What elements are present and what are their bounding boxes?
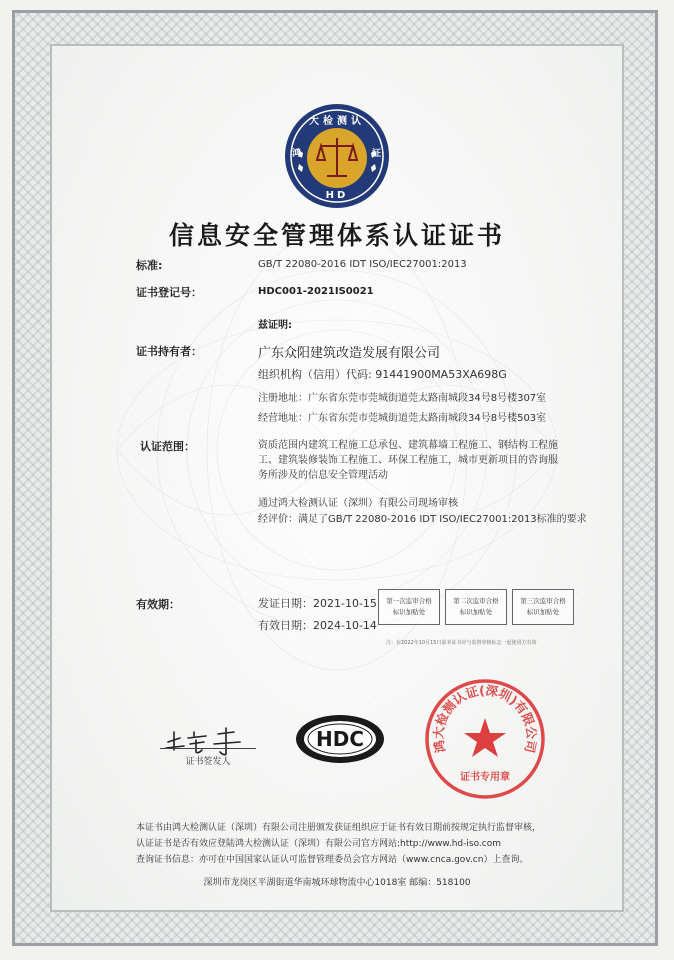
logo-left-text: 鸿 — [292, 149, 302, 159]
footer-line-3: 查询证书信息：亦可在中国国家认证认可监督管理委员会官方网站（www.cnca.gov.cn）上查询。 — [136, 855, 529, 865]
logo-top-text: 大检测认 — [309, 116, 365, 127]
logo-bottom-text: HD — [325, 190, 349, 201]
issue-date: 发证日期：2021-10-15 — [258, 597, 377, 610]
stamp-box-2 — [445, 589, 507, 625]
stamp-box-1-line2: 标识加贴处 — [392, 608, 426, 616]
registered-address: 注册地址：广东省东莞市莞城街道莞太路南城段34号8号楼307室 — [258, 393, 547, 404]
validity-label: 有效期： — [136, 598, 180, 611]
stamp-box-2-line2: 标识加贴处 — [459, 608, 493, 616]
standard-value: GB/T 22080-2016 IDT ISO/IEC27001:2013 — [258, 259, 467, 270]
stamp-box-1 — [378, 589, 440, 625]
hdc-logo-text: HDC — [315, 727, 365, 751]
standard-label: 标准: — [136, 259, 163, 272]
evaluation-statement: 经评价：满足了GB/T 22080-2016 IDT ISO/IEC27001:2013标准的要求 — [258, 514, 587, 525]
hdc-logo — [294, 713, 386, 765]
signature-line — [160, 748, 256, 749]
certificate-footer — [136, 820, 556, 868]
registration-number-label: 证书登记号： — [136, 286, 202, 299]
company-seal — [422, 676, 548, 802]
signer-label: 证书签发人 — [185, 757, 231, 767]
certificate-title: 信息安全管理体系认证证书 — [168, 221, 505, 250]
stamp-box-3-line2: 标识加贴处 — [526, 608, 560, 616]
expiry-date: 有效日期：2024-10-14 — [258, 619, 377, 632]
stamp-box-3-line1: 第三次监审合格 — [520, 597, 566, 605]
certificate-holder-name: 广东众阳建筑改造发展有限公司 — [258, 346, 441, 361]
certificate-holder-label: 证书持有者： — [136, 345, 202, 358]
seal-bottom-text: 证书专用章 — [460, 772, 510, 783]
stamp-box-3 — [512, 589, 574, 625]
registration-number-value: HDC001-2021IS0021 — [258, 286, 374, 297]
footer-line-2: 认证证书是否有效应登陆鸿大检测认证（深圳）有限公司官方网站:http://www.hd-iso.com — [136, 839, 502, 849]
scope-text: 资质范围内建筑工程施工总承包、建筑幕墙工程施工、钢结构工程施工、建筑装修装饰工程施工、环保工程施工，城市更新项目的咨询服务所涉及的信息安全管理活动 — [258, 440, 558, 481]
business-address: 经营地址：广东省东莞市莞城街道莞太路南城段34号8号楼503室 — [258, 413, 547, 424]
surveillance-note: 注：在2022年10月15日前本证书应与监督审核标志一起使用方有效 — [386, 640, 537, 646]
seal-ring-text: 鸿大检测认证(深圳)有限公司 — [430, 682, 540, 755]
footer-line-1: 本证书由鸿大检测认证（深圳）有限公司注册颁发获证组织应于证书有效日期前按规定执行监督审核， — [136, 823, 542, 833]
organization-code: 组织机构（信用）代码: 91441900MA53XA698G — [258, 368, 507, 381]
hereby-certify-label: 兹证明: — [258, 320, 292, 331]
stamp-box-2-line1: 第二次监审合格 — [453, 597, 499, 605]
surveillance-stamp-boxes — [378, 589, 574, 625]
issuer-address: 深圳市龙岗区平湖街道华南城环球物流中心1018室 邮编：518100 — [203, 878, 471, 888]
logo-right-text: 证 — [372, 149, 382, 159]
stamp-box-1-line1: 第一次监审合格 — [386, 597, 432, 605]
scope-label: 认证范围： — [140, 440, 195, 453]
audit-statement: 通过鸿大检测认证（深圳）有限公司现场审核 — [258, 498, 458, 509]
